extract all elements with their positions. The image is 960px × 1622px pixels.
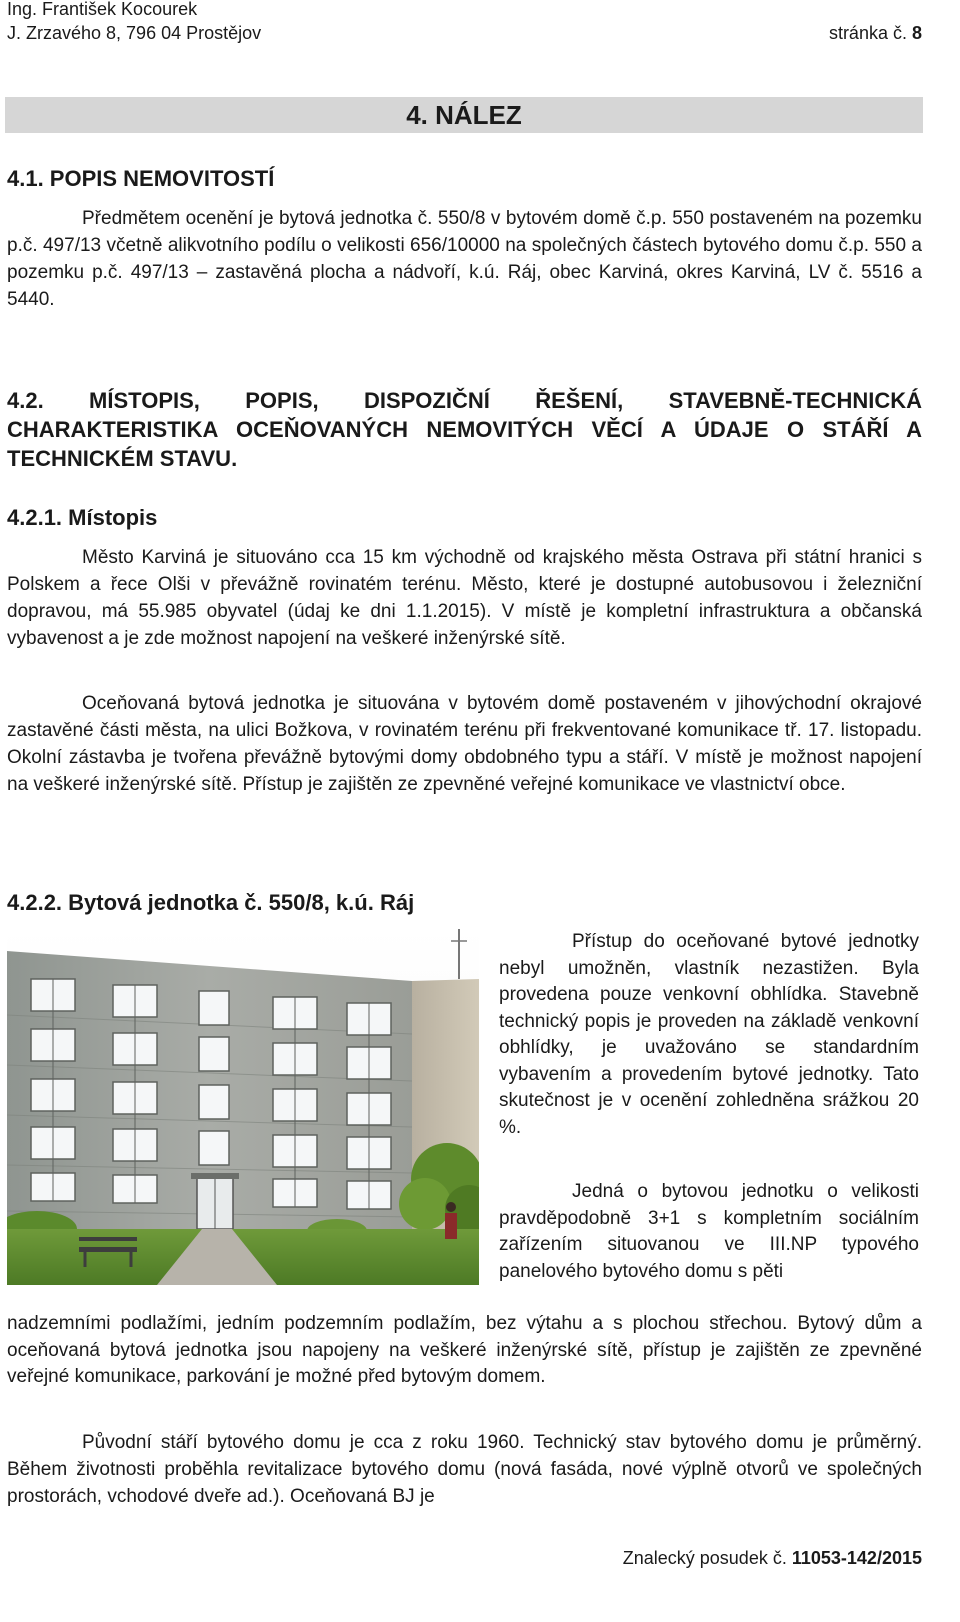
mistopis-paragraph-2: Oceňovaná bytová jednotka je situována v bytovém domě postaveném v jihovýchodní okrajové zastavěné části města, na ulici Božkova, v rovinatém terénu při frekventované komunikace tř. 17. listopadu. Okolní zástavba je tvořena převážně bytovými domy obdobného typu a stáří. V místě je možnost napojení na veškeré inženýrské sítě. Přístup je zajištěn ze zpevněné veřejné komunikace ve vlastnictví obce. [7,693,922,795]
section-4-2-1-heading: 4.2.1. Místopis [7,505,158,530]
author-address: J. Zrzavého 8, 796 04 Prostějov [7,23,262,43]
bytova-jednotka-paragraph-3: Původní stáří bytového domu je cca z roku 1960. Technický stav bytového domu je průměrný. Během životnosti proběhla revitalizace bytového domu (nová fasáda, nové výplně otvorů ve společných prostorách, vchodové dveře ad.). Oceňovaná BJ je [7,1432,922,1507]
chapter-title: 4. NÁLEZ [406,100,522,130]
mistopis-paragraph-1: Město Karviná je situováno cca 15 km východně od krajského města Ostrava při státní hranici s Polskem a řece Olši v převážně rovinatém terénu. Město, které je dostupné autobusovou i železniční dopravou, má 55.985 obyvatel (údaj ke dni 1.1.2015). V místě je kompletní infrastruktura a občanská vybavenost a je zde možnost napojení na veškeré inženýrské sítě. [7,547,922,649]
section-4-1-text: Předmětem ocenění je bytová jednotka č. 550/8 v bytovém domě č.p. 550 postaveném na pozemku p.č. 497/13 včetně alikvotního podílu o velikosti 656/10000 na společných částech bytového domu č.p. 550 a pozemku p.č. 497/13 – zastavěná plocha a nádvoří, k.ú. Ráj, obec Karviná, okres Karviná, LV č. 5516 a 5440. [7,208,922,310]
section-4-2-2-heading: 4.2.2. Bytová jednotka č. 550/8, k.ú. Ráj [7,890,415,915]
footer-label: Znalecký posudek č. [622,1548,787,1568]
bytova-jednotka-paragraph-1: Přístup do oceňované bytové jednotky nebyl umožněn, vlastník nezastižen. Byla provedena pouze venkovní obhlídka. Stavebně technický popis je proveden na základě venkovní obhlídky, je uvažováno se standardním vybavením a provedením bytové jednotky. Tato skutečnost je v ocenění zohledněna srážkou 20 %. [499,931,919,1138]
page-number-label [829,21,922,45]
page-number: 8 [911,23,922,43]
page-label: stránka č. [828,23,907,43]
page-footer [623,1546,922,1570]
author-name: Ing. František Kocourek [7,0,198,19]
report-number: 11053-142/2015 [791,1548,922,1568]
apartment-building-photo [7,929,479,1285]
bytova-jednotka-paragraph-2-side: Jedná o bytovou jednotku o velikosti pravděpodobně 3+1 s kompletním sociálním zařízením situovanou ve III.NP typového panelového bytového domu s pěti [499,1181,919,1282]
bytova-jednotka-paragraph-2-continuation: nadzemními podlažími, jedním podzemním podlažím, bez výtahu a s plochou střechou. Bytový dům a oceňovaná bytová jednotka jsou napojeny na veškeré inženýrské sítě, přístup je zajištěn ze zpevněné veřejné komunikace, parkování je možné před bytovým domem. [7,1313,922,1387]
section-4-1-heading: 4.1. POPIS NEMOVITOSTÍ [7,166,275,191]
page-header [7,0,922,45]
section-4-2-heading: 4.2. MÍSTOPIS, POPIS, DISPOZIČNÍ ŘEŠENÍ, STAVEBNĚ-TECHNICKÁ CHARAKTERISTIKA OCEŇOVANÝCH NEMOVITÝCH VĚCÍ A ÚDAJE O STÁŘÍ A TECHNICKÉM STAVU. [7,388,922,471]
chapter-banner [5,97,923,133]
